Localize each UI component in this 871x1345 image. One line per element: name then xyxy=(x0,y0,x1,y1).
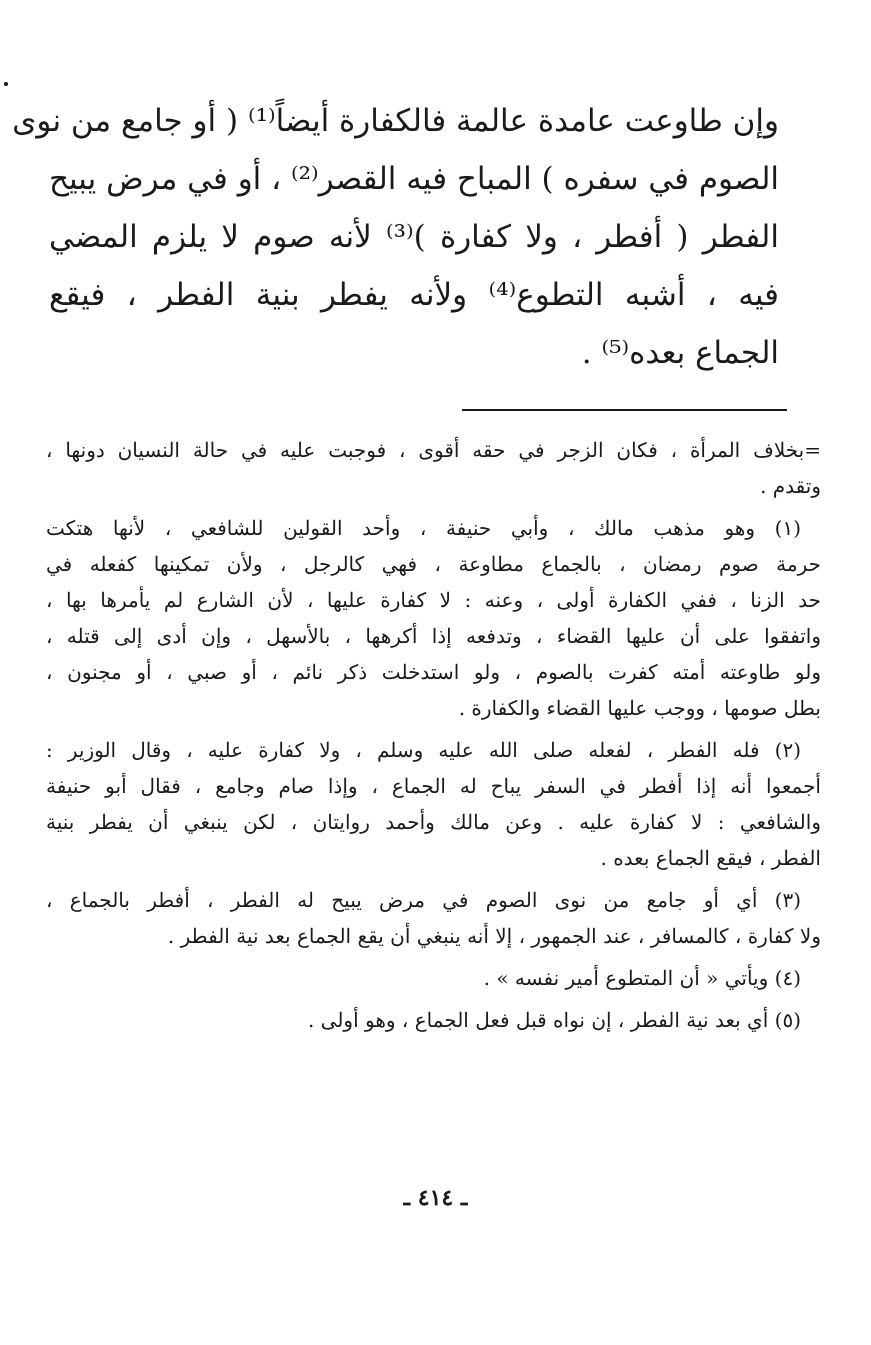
footnote-line: (١) وهو مذهب مالك ، وأبي حنيفة ، وأحد القولين للشافعي ، لأنها هتكت xyxy=(46,516,801,540)
main-text-line: الفطر ( أفطر ، ولا كفارة )⁽³⁾ لأنه صوم لا يلزم المضي xyxy=(49,219,779,255)
footnote-line: ولو طاوعته أمته كفرت بالصوم ، ولو استدخلت ذكر نائم ، أو صبي ، أو مجنون ، xyxy=(46,660,821,684)
footnote-line: (٣) أي أو جامع من نوى الصوم في مرض يبيح له الفطر ، أفطر بالجماع ، xyxy=(46,888,801,912)
footnote-line: ولا كفارة ، كالمسافر ، عند الجمهور ، إلا أنه ينبغي أن يقع الجماع بعد نية الفطر . xyxy=(167,924,821,948)
footnotes xyxy=(46,432,821,1044)
page-number: ـ ٤١٤ ـ xyxy=(403,1185,468,1211)
footnote-2 xyxy=(46,732,821,876)
footnote-line: (٥) أي بعد نية الفطر ، إن نواه قبل فعل الجماع ، وهو أولى . xyxy=(307,1008,801,1032)
footnote-divider xyxy=(462,409,787,411)
footnote-line: (٢) فله الفطر ، لفعله صلى الله عليه وسلم ، ولا كفارة عليه ، وقال الوزير : xyxy=(46,738,801,762)
footnote-4 xyxy=(46,960,821,996)
footnote-line: =بخلاف المرأة ، فكان الزجر في حقه أقوى ، فوجبت عليه في حالة النسيان دونها ، xyxy=(46,438,821,462)
footnote-3 xyxy=(46,882,821,954)
main-text-line: الجماع بعده⁽⁵⁾ . xyxy=(581,335,779,371)
footnote-5 xyxy=(46,1002,821,1038)
footnote-line: الفطر ، فيقع الجماع بعده . xyxy=(600,846,821,870)
footnote-line: بطل صومها ، ووجب عليها القضاء والكفارة . xyxy=(458,696,821,720)
footnote-line: (٤) ويأتي « أن المتطوع أمير نفسه » . xyxy=(483,966,801,990)
margin-mark xyxy=(4,82,8,86)
footnote-line: والشافعي : لا كفارة عليه . وعن مالك وأحمد روايتان ، لكن ينبغي أن يفطر بنية xyxy=(46,810,821,834)
main-text xyxy=(12,92,779,382)
footnote-1 xyxy=(46,510,821,726)
footnote-continuation xyxy=(46,432,821,504)
footnote-line: حد الزنا ، ففي الكفارة أولى ، وعنه : لا كفارة عليها ، لأن الشارع لم يأمرها بها ، xyxy=(46,588,821,612)
footnote-line: أجمعوا أنه إذا أفطر في السفر يباح له الجماع ، وإذا صام وجامع ، فقال أبو حنيفة xyxy=(46,774,821,798)
footnote-line: وتقدم . xyxy=(760,474,821,498)
footnote-line: واتفقوا على أن عليها القضاء ، وتدفعه إذا أكرهها ، بالأسهل ، وإن أدى إلى قتله ، xyxy=(46,624,821,648)
main-text-line: فيه ، أشبه التطوع⁽⁴⁾ ولأنه يفطر بنية الفطر ، فيقع xyxy=(49,277,779,313)
footnote-line: حرمة صوم رمضان ، بالجماع مطاوعة ، فهي كالرجل ، ولأن تمكينها كفعله في xyxy=(46,552,821,576)
main-text-line: الصوم في سفره ) المباح فيه القصر⁽²⁾ ، أو في مرض يبيح xyxy=(48,161,779,197)
main-text-line: وإن طاوعت عامدة عالمة فالكفارة أيضاً⁽¹⁾ ( أو جامع من نوى xyxy=(12,103,779,139)
